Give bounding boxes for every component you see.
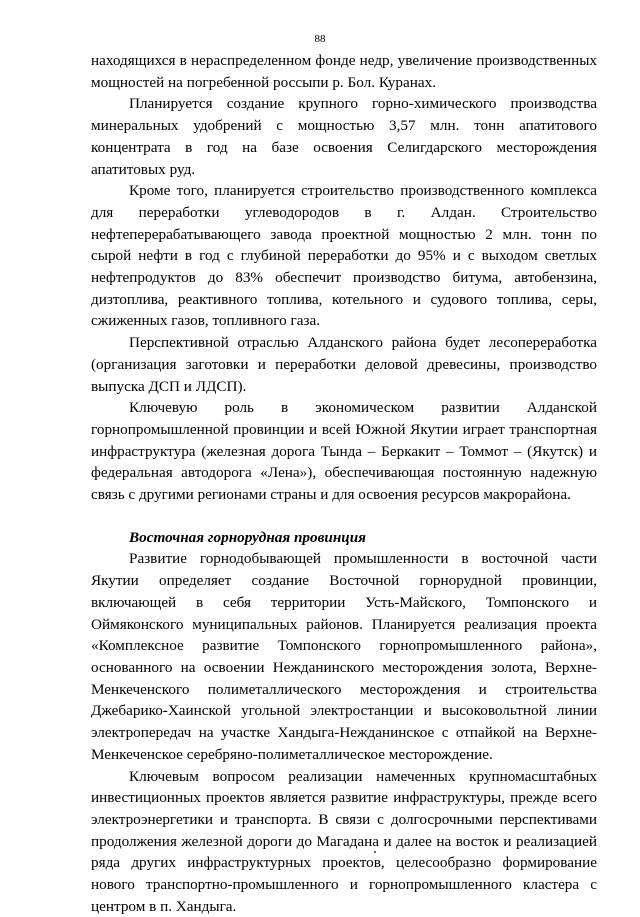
- section-heading: Восточная горнорудная провинция: [91, 527, 597, 549]
- paragraph-continuation: находящихся в нераспределенном фонде недр, увеличение производственных мощностей на погребенной россыпи р. Бол. Куранах.: [91, 50, 597, 93]
- paragraph-infrastructure-cluster: Ключевым вопросом реализации намеченных крупномасштабных инвестиционных проектов является развитие инфраструктуры, прежде всего электроэнергетики и транспорта. В связи с долгосрочными перспективами продолжения железной дороги до Магадана и далее на восток и реализацией ряда других инфраструктурных проектов, целесообразно формирование нового транспортно-промышленного и горнопромышленного кластера с центром в п. Хандыга.: [91, 766, 597, 917]
- paragraph-mineral-fertilizers: Планируется создание крупного горно-химического производства минеральных удобрений с мощностью 3,57 млн. тонн апатитового концентрата в год на базе освоения Селигдарского месторождения апатитовых руд.: [91, 93, 597, 180]
- paragraph-eastern-province: Развитие горнодобывающей промышленности в восточной части Якутии определяет создание Восточной горнорудной провинции, включающей в себя территории Усть-Майского, Томпонского и Оймяконского муниципальных районов. Планируется реализация проекта «Комплексное развитие Томпонского горнопромышленного района», основанного на освоении Нежданинского месторождения золота, Верхне-Менкеченского полиметаллического месторождения и строительства Джебарико-Хаинской угольной электростанции и высоковольтной линии электропередач на участке Хандыга-Нежданинское с отпайкой на Верхне-Менкеченское серебряно-полиметаллическое месторождение.: [91, 548, 597, 765]
- paragraph-hydrocarbon-processing: Кроме того, планируется строительство производственного комплекса для переработки углеводородов в г. Алдан. Строительство нефтеперерабатывающего завода проектной мощностью 2 млн. тонн по сырой нефти в год с глубиной переработки до 95% и с выходом светлых нефтепродуктов до 83% обеспечит производство битума, автобензина, дизтоплива, реактивного топлива, котельного и судового топлива, серы, сжиженных газов, топливного газа.: [91, 180, 597, 332]
- page-number: 88: [0, 33, 640, 45]
- document-body: [91, 50, 597, 917]
- paragraph-transport-infrastructure: Ключевую роль в экономическом развитии Алданской горнопромышленной провинции и всей Южной Якутии играет транспортная инфраструктура (железная дорога Тында – Беркакит – Томмот – (Якутск) и федеральная автодорога «Лена»), обеспечивающая постоянную надежную связь с другими регионами страны и для освоения ресурсов макрорайона.: [91, 397, 597, 506]
- scan-speck: [374, 851, 376, 853]
- paragraph-wood-processing: Перспективной отраслью Алданского района будет лесопереработка (организация заготовки и переработки деловой древесины, производство выпуска ДСП и ЛДСП).: [91, 332, 597, 397]
